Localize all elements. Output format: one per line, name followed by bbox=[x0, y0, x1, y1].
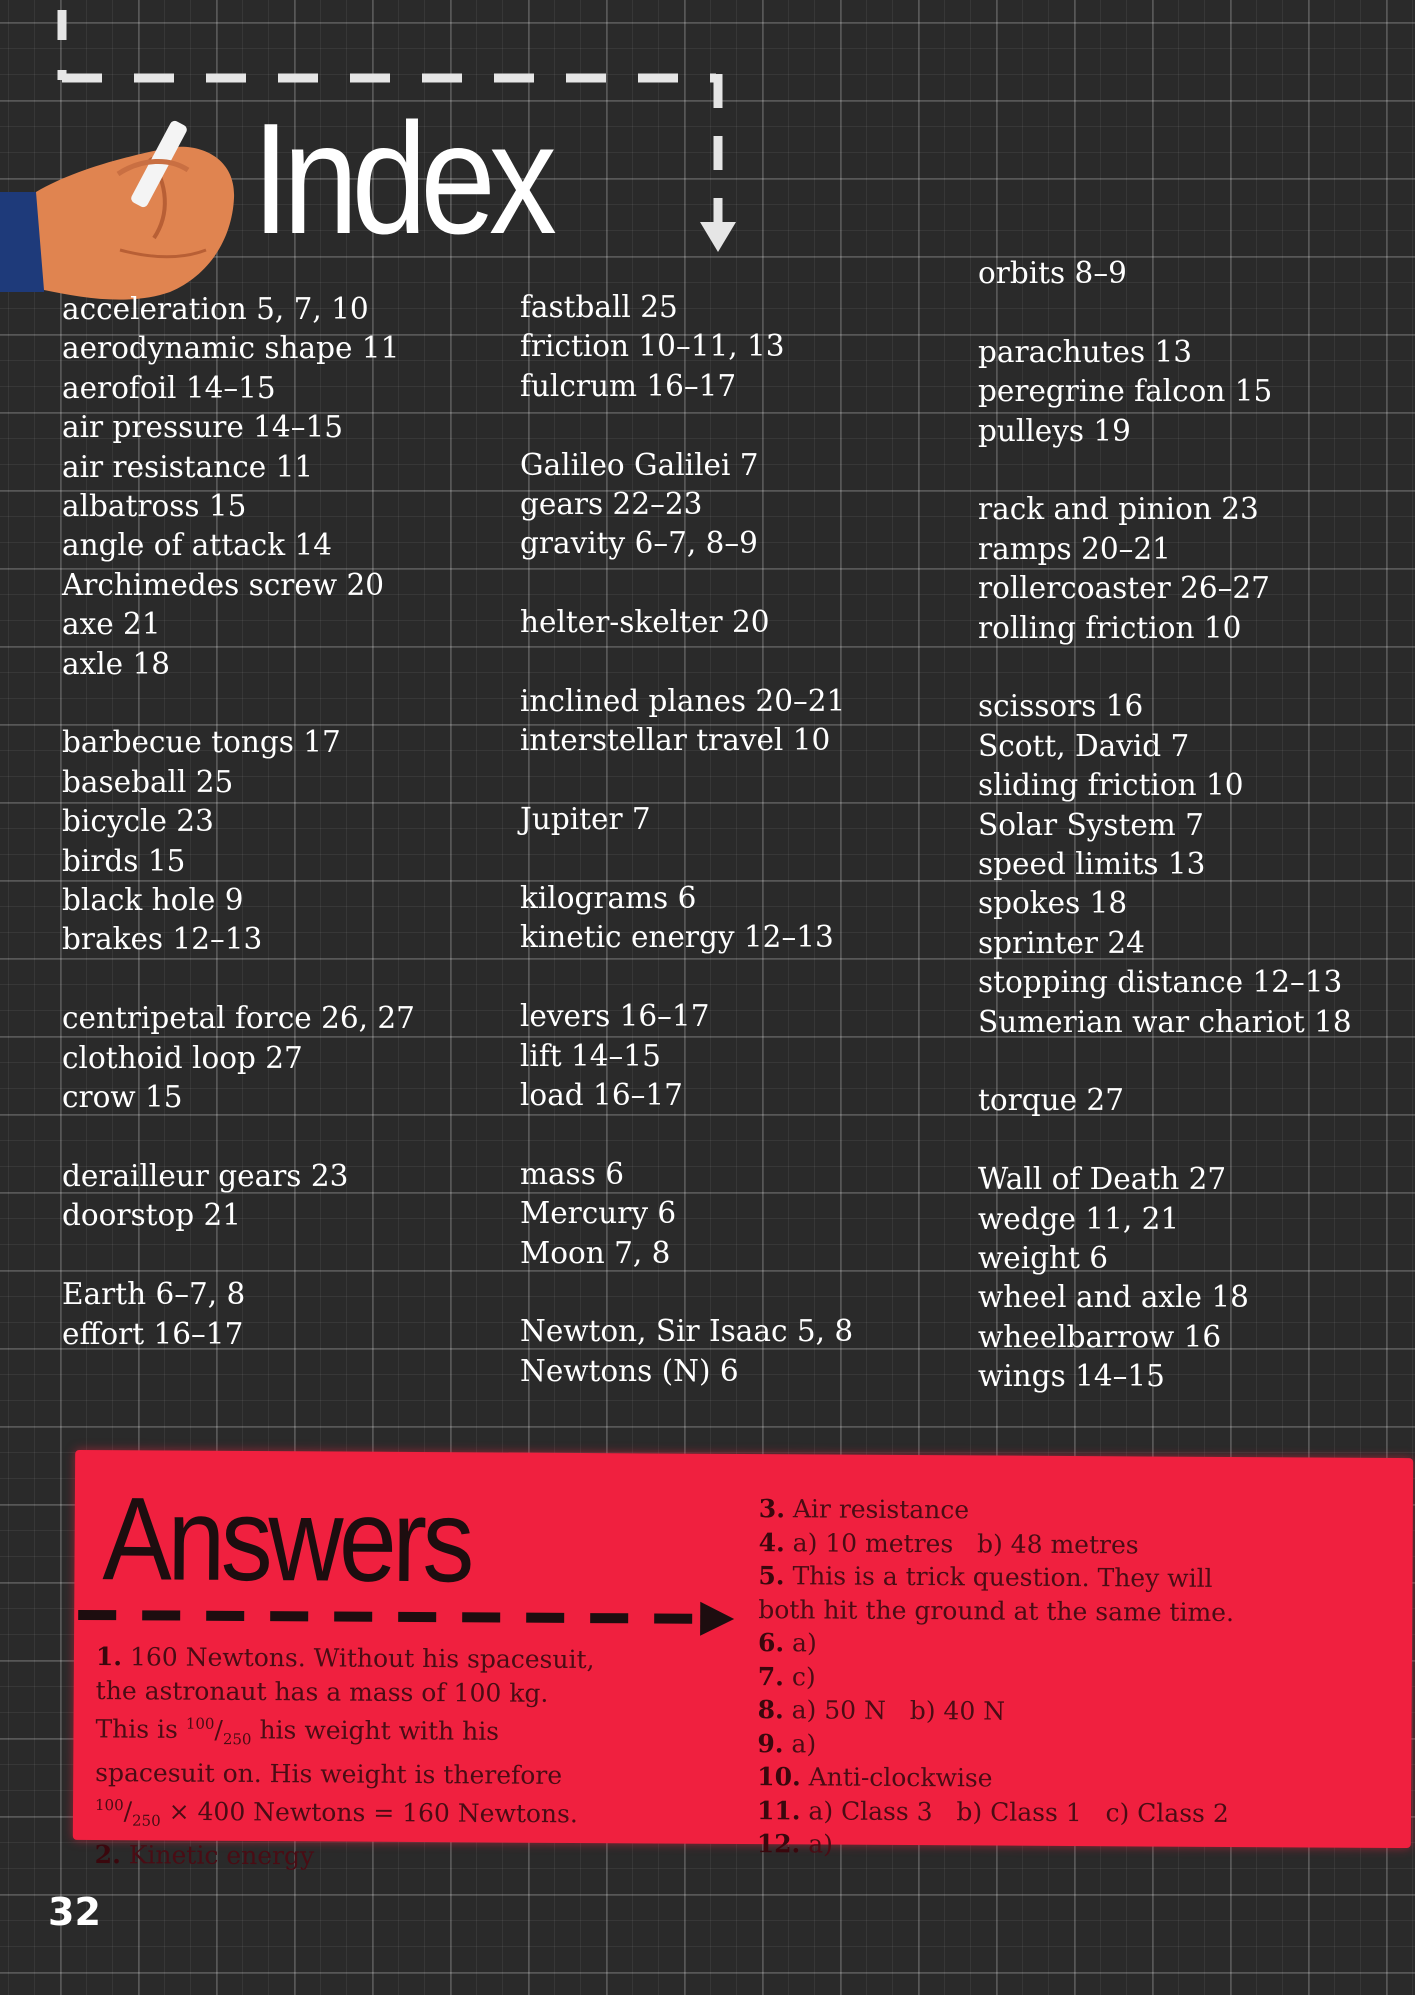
answer-number: 8. bbox=[757, 1695, 784, 1725]
index-entry: fastball 25 bbox=[520, 290, 678, 324]
index-entry: ramps 20–21 bbox=[978, 531, 1171, 566]
index-entry: orbits 8–9 bbox=[978, 256, 1127, 290]
index-entry: bicycle 23 bbox=[62, 804, 214, 839]
index-entry: wheelbarrow 16 bbox=[978, 1319, 1222, 1354]
index-entry: birds 15 bbox=[62, 843, 186, 878]
index-group-w bbox=[978, 1160, 1352, 1396]
answer-5 bbox=[758, 1559, 1398, 1630]
page-number: 32 bbox=[48, 1890, 101, 1934]
index-entry: brakes 12–13 bbox=[62, 922, 263, 957]
answer-number: 11. bbox=[756, 1795, 801, 1825]
index-group-s bbox=[978, 687, 1352, 1042]
index-entry: effort 16–17 bbox=[62, 1316, 244, 1351]
index-entry: axe 21 bbox=[62, 607, 161, 642]
dashed-arrow-icon bbox=[74, 1590, 744, 1644]
index-entry: baseball 25 bbox=[62, 764, 234, 799]
index-entry: Newtons (N) 6 bbox=[520, 1353, 739, 1388]
index-entry: friction 10–11, 13 bbox=[520, 329, 785, 364]
answer-6 bbox=[758, 1626, 1398, 1663]
index-group-p bbox=[978, 333, 1352, 451]
index-group-t bbox=[978, 1081, 1352, 1120]
index-entry: Jupiter 7 bbox=[520, 802, 651, 837]
answer-number: 1. bbox=[95, 1642, 123, 1672]
answer-12 bbox=[757, 1827, 1397, 1864]
answer-number: 10. bbox=[757, 1762, 801, 1792]
answer-text: both hit the ground at the same time. bbox=[758, 1594, 1235, 1627]
index-group-i bbox=[520, 682, 853, 761]
answer-text: a) Class 3 b) Class 1 c) Class 2 bbox=[808, 1795, 1229, 1828]
fraction-denominator: 250 bbox=[131, 1811, 161, 1831]
index-entry: load 16–17 bbox=[520, 1078, 683, 1113]
index-group-o bbox=[978, 254, 1352, 293]
answer-text: a) bbox=[792, 1628, 817, 1658]
index-entry: aerofoil 14–15 bbox=[62, 370, 276, 405]
index-entry: pulleys 19 bbox=[978, 413, 1131, 448]
index-entry: gravity 6–7, 8–9 bbox=[520, 526, 758, 561]
index-entry: Solar System 7 bbox=[978, 807, 1204, 842]
index-entry: sliding friction 10 bbox=[978, 768, 1244, 803]
index-entry: kinetic energy 12–13 bbox=[520, 920, 834, 955]
index-entry: Mercury 6 bbox=[520, 1196, 677, 1231]
index-entry: helter-skelter 20 bbox=[520, 605, 770, 640]
index-group-b bbox=[62, 723, 415, 959]
answer-number: 9. bbox=[757, 1728, 784, 1758]
index-entry: acceleration 5, 7, 10 bbox=[62, 292, 369, 326]
answer-text: c) bbox=[791, 1661, 816, 1691]
index-group-m bbox=[520, 1155, 853, 1273]
index-entry: levers 16–17 bbox=[520, 999, 710, 1034]
answer-text: spacesuit on. His weight is therefore bbox=[95, 1757, 563, 1790]
index-entry: Wall of Death 27 bbox=[978, 1162, 1227, 1197]
answer-text: Kinetic energy bbox=[128, 1840, 315, 1871]
answer-number: 2. bbox=[94, 1840, 121, 1870]
answer-3 bbox=[759, 1492, 1399, 1529]
index-entry: speed limits 13 bbox=[978, 847, 1206, 882]
index-column-1 bbox=[62, 290, 415, 1393]
index-entry: angle of attack 14 bbox=[62, 528, 332, 563]
index-group-e bbox=[62, 1275, 415, 1354]
answer-number: 12. bbox=[756, 1829, 801, 1859]
index-entry: Moon 7, 8 bbox=[520, 1235, 671, 1270]
index-entry: air resistance 11 bbox=[62, 449, 314, 484]
index-entry: Galileo Galilei 7 bbox=[520, 447, 759, 482]
index-entry: scissors 16 bbox=[978, 689, 1144, 724]
fraction-denominator: 250 bbox=[222, 1730, 252, 1749]
index-entry: albatross 15 bbox=[62, 489, 247, 524]
index-entry: rolling friction 10 bbox=[978, 610, 1242, 645]
answer-10 bbox=[757, 1760, 1397, 1797]
answer-11 bbox=[757, 1794, 1397, 1831]
index-entry: rack and pinion 23 bbox=[978, 492, 1259, 527]
index-entry: black hole 9 bbox=[62, 883, 244, 918]
index-entry: wheel and axle 18 bbox=[978, 1280, 1249, 1315]
index-group-g bbox=[520, 446, 853, 564]
index-entry: lift 14–15 bbox=[520, 1038, 661, 1073]
index-entry: wings 14–15 bbox=[978, 1359, 1165, 1394]
fraction-numerator: 100 bbox=[94, 1796, 124, 1815]
index-entry: torque 27 bbox=[978, 1083, 1124, 1118]
index-entry: derailleur gears 23 bbox=[62, 1158, 349, 1193]
answer-9 bbox=[757, 1727, 1397, 1764]
index-group-j bbox=[520, 800, 853, 839]
answer-text: This is bbox=[95, 1714, 178, 1744]
index-entry: interstellar travel 10 bbox=[520, 723, 831, 758]
index-entry: gears 22–23 bbox=[520, 487, 703, 522]
fraction-numerator: 100 bbox=[185, 1714, 215, 1733]
index-entry: Earth 6–7, 8 bbox=[62, 1277, 246, 1312]
index-entry: doorstop 21 bbox=[62, 1198, 242, 1233]
index-entry: mass 6 bbox=[520, 1156, 624, 1191]
index-entry: Archimedes screw 20 bbox=[62, 567, 385, 602]
answer-text: the astronaut has a mass of 100 kg. bbox=[95, 1675, 549, 1708]
answer-8 bbox=[758, 1693, 1398, 1730]
index-entry: Sumerian war chariot 18 bbox=[978, 1004, 1352, 1039]
index-entry: spokes 18 bbox=[978, 886, 1128, 921]
answer-text: a) 10 metres b) 48 metres bbox=[792, 1527, 1139, 1559]
index-group-f bbox=[520, 288, 853, 406]
index-entry: Scott, David 7 bbox=[978, 728, 1190, 763]
hand-with-chalk-icon bbox=[0, 100, 250, 310]
answer-number: 3. bbox=[758, 1494, 786, 1524]
answer-text: a) 50 N b) 40 N bbox=[791, 1695, 1006, 1726]
index-entry: clothoid loop 27 bbox=[62, 1040, 303, 1075]
answer-text: This is a trick question. They will bbox=[792, 1561, 1213, 1593]
answer-number: 4. bbox=[758, 1527, 785, 1557]
index-entry: stopping distance 12–13 bbox=[978, 965, 1343, 1000]
answer-number: 5. bbox=[758, 1561, 785, 1591]
index-entry: kilograms 6 bbox=[520, 881, 697, 916]
index-entry: crow 15 bbox=[62, 1080, 183, 1115]
index-entry: aerodynamic shape 11 bbox=[62, 331, 400, 366]
index-entry: sprinter 24 bbox=[978, 925, 1145, 960]
answer-text: Air resistance bbox=[792, 1494, 970, 1525]
index-column-2 bbox=[520, 288, 853, 1431]
index-entry: inclined planes 20–21 bbox=[520, 684, 846, 719]
index-group-r bbox=[978, 490, 1352, 648]
answer-4 bbox=[759, 1526, 1399, 1563]
answers-title: Answers bbox=[102, 1473, 471, 1608]
index-column-3 bbox=[978, 254, 1352, 1436]
index-entry: air pressure 14–15 bbox=[62, 410, 343, 445]
index-entry: parachutes 13 bbox=[978, 334, 1193, 369]
answer-number: 7. bbox=[757, 1661, 785, 1691]
index-entry: weight 6 bbox=[978, 1241, 1109, 1276]
answers-left-column bbox=[95, 1640, 696, 1875]
index-entry: barbecue tongs 17 bbox=[62, 725, 341, 760]
answer-text: 160 Newtons. Without his spacesuit, bbox=[129, 1642, 595, 1675]
index-entry: peregrine falcon 15 bbox=[978, 374, 1273, 409]
index-entry: centripetal force 26, 27 bbox=[62, 1001, 415, 1036]
index-group-k bbox=[520, 879, 853, 958]
index-entry: wedge 11, 21 bbox=[978, 1201, 1180, 1236]
index-group-l bbox=[520, 997, 853, 1115]
index-entry: Newton, Sir Isaac 5, 8 bbox=[520, 1314, 854, 1349]
index-entry: rollercoaster 26–27 bbox=[978, 571, 1270, 606]
answer-text: Anti-clockwise bbox=[808, 1762, 993, 1793]
answer-2 bbox=[95, 1838, 695, 1875]
index-group-n bbox=[520, 1312, 853, 1391]
index-title: Index bbox=[252, 91, 551, 267]
index-group-c bbox=[62, 999, 415, 1117]
answer-1: 1. 160 Newtons. Without his spacesuit, the astronaut has a mass of 100 kg. This is $^{100}/_{250}$ his weight with his spacesuit on. His weight is therefore $^{100}/_{250} \times 400$ Newtons = 160 Newtons. bbox=[94, 1642, 595, 1831]
answer-7 bbox=[758, 1660, 1398, 1697]
answer-text: × 400 Newtons = 160 Newtons. bbox=[168, 1797, 578, 1829]
answer-text: his weight with his bbox=[259, 1715, 500, 1746]
answers-right-column bbox=[757, 1492, 1399, 1864]
index-group-d bbox=[62, 1157, 415, 1236]
index-entry: fulcrum 16–17 bbox=[520, 368, 737, 403]
index-entry: axle 18 bbox=[62, 646, 171, 681]
answer-text: a) bbox=[808, 1829, 834, 1859]
index-group-h bbox=[520, 603, 853, 642]
answer-text: a) bbox=[791, 1728, 817, 1758]
answers-panel bbox=[73, 1450, 1413, 1871]
index-group-a bbox=[62, 290, 415, 684]
answer-number: 6. bbox=[757, 1628, 785, 1658]
